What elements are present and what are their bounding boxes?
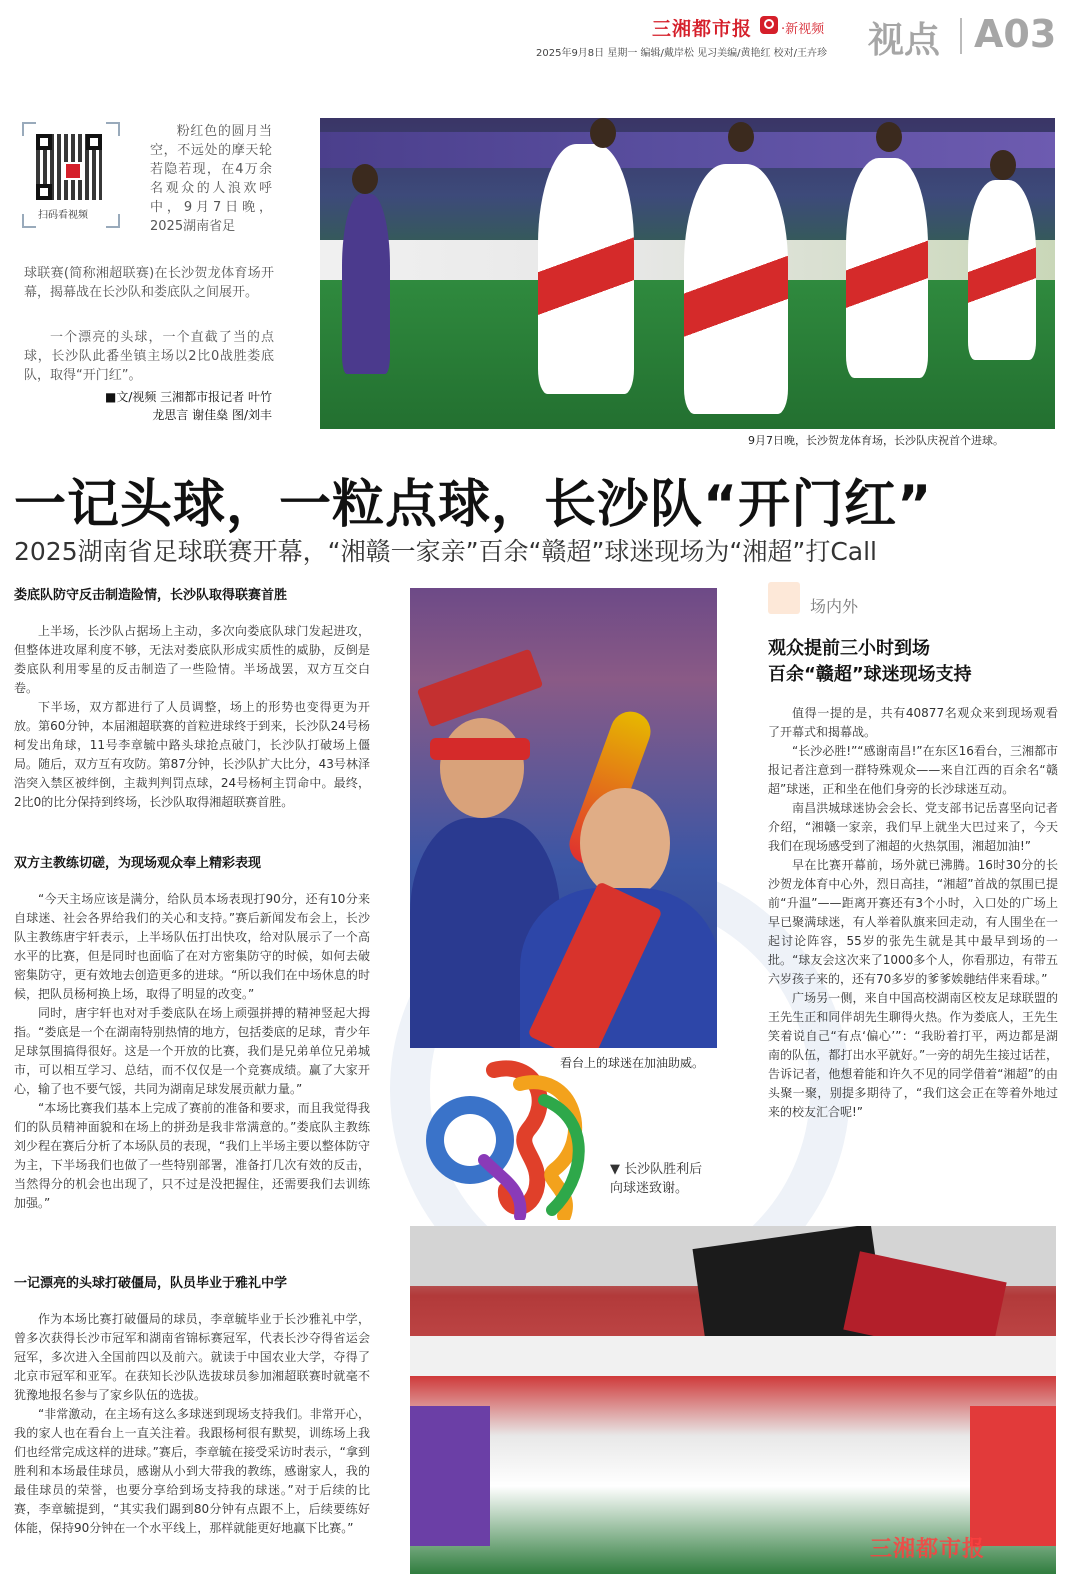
- body-paragraph: 南昌洪城球迷协会会长、党支部书记岳喜坚向记者介绍，“湘赣一家亲，我们早上就坐大巴过来了，今天我们在现场感受到了湘超的火热氛围，湘超加油!”: [768, 801, 1058, 853]
- sidebar-body: [768, 704, 1058, 1122]
- hero-photo: [320, 118, 1055, 429]
- qr-code-block[interactable]: [22, 122, 120, 228]
- fans-caption: 看台上的球迷在加油助威。: [560, 1056, 705, 1070]
- body-paragraph: 值得一提的是，共有40877名观众来到现场观看了开幕式和揭幕战。: [768, 706, 1058, 739]
- section-body: [14, 622, 370, 812]
- lead-paragraph: [150, 122, 272, 236]
- speech-bubble-icon: [768, 582, 800, 614]
- body-paragraph: “本场比赛我们基本上完成了赛前的准备和要求，而且我觉得我们的队员精神面貌和在场上的拼劲是我非常满意的。”娄底队主教练刘少程在赛后分析了本场队员的表现，“我们上半场主要以整体防守为主，下半场我们也做了一些特别部署，准备打几次有效的反击，当然得分的机会也出现了，只不过是没把握住，还需要我们去训练加强。”: [14, 1101, 370, 1210]
- photo-watermark: 三湘都市报: [870, 1537, 986, 1562]
- celebrating-player: [846, 158, 928, 378]
- lead-paragraph-continued: 球联赛(简称湘超联赛)在长沙贺龙体育场开幕，揭幕战在长沙队和娄底队之间展开。: [24, 266, 274, 300]
- section-body: [14, 890, 370, 1213]
- team-thanks-photo: [410, 1226, 1056, 1574]
- body-paragraph: “非常激动，在主场有这么多球迷到现场支持我们。非常开心，我的家人也在看台上一直关注着。我跟杨柯很有默契，训练场上我们也经常完成这样的进球。”赛后，李章毓在接受采访时表示，“拿到胜利和本场最佳球员，感谢从小到大带我的教练，感谢家人，我的最佳球员的荣誉，也要分享给到场支持我的球迷。”对于后续的比赛，李章毓提到，“其实我们踢到80分钟有点跟不上，后续要练好体能，保持90分钟在一个水平线上，那样就能更好地赢下比赛。”: [14, 1407, 370, 1535]
- qr-label: 扫码看视频: [38, 210, 88, 221]
- section-title: 视点: [868, 20, 941, 61]
- celebrating-player: [968, 180, 1036, 360]
- player-head: [728, 122, 754, 152]
- lead-text: 粉红色的圆月当空，不远处的摩天轮若隐若现，在4万余名观众的人浪欢呼中，9月7日晚，2025湖南省足: [150, 124, 272, 234]
- qr-center-logo-icon: [64, 162, 82, 180]
- byline: [76, 388, 272, 424]
- body-paragraph: 作为本场比赛打破僵局的球员，李章毓毕业于长沙雅礼中学，曾多次获得长沙市冠军和湖南省锦标赛冠军，代表长沙夺得省运会冠军，多次进入全国前四以及前六。就读于中国农业大学，夺得了北京市冠军和亚军。在获知长沙队选拔球员参加湘超联赛时就毫不犹豫地报名参与了家乡队伍的选拔。: [14, 1312, 370, 1402]
- dateline: 2025年9月8日 星期一 编辑/戴岸松 见习美编/黄艳红 校对/王卉珍: [536, 48, 827, 59]
- body-paragraph: 上半场，长沙队占据场上主动，多次向娄底队球门发起进攻，但整体进攻犀利度不够，无法对娄底队形成实质性的威胁，反倒是娄底队利用零星的反击制造了一些险情。半场战罢，双方互交白卷。: [14, 624, 370, 695]
- hero-caption: 9月7日晚，长沙贺龙体育场，长沙队庆祝首个进球。: [748, 434, 1004, 447]
- league-logo-icon: [424, 1060, 600, 1220]
- newspaper-brand: 三湘都市报: [652, 18, 753, 40]
- player-head: [990, 150, 1016, 180]
- section-heading: 娄底队防守反击制造险情，长沙队取得联赛首胜: [14, 588, 288, 603]
- qr-frame-corner: [22, 122, 36, 136]
- body-paragraph: 同时，唐宇轩也对对手娄底队在场上顽强拼搏的精神竖起大拇指。“娄底是一个在湖南特别热情的地方，包括娄底的足球，青少年足球氛围搞得很好。这是一个开放的比赛，我们是兄弟单位兄弟城市，可以相互学习、总结，而不仅仅是一个竞赛成绩。赢了大家开心，输了也不要气馁，共同为湖南足球发展贡献力量。”: [14, 1006, 370, 1096]
- byline-line-1: ■文/视频 三湘都市报记者 叶竹: [104, 390, 272, 404]
- player-head: [590, 118, 616, 148]
- sub-headline: 2025湖南省足球联赛开幕，“湘赣一家亲”百余“赣超”球迷现场为“湘超”打Call: [14, 537, 878, 566]
- body-paragraph: 下半场，双方都进行了人员调整，场上的形势也变得更为开放。第60分钟，本届湘超联赛的首粒进球终于到来，长沙队24号杨柯发出角球，11号李章毓中路头球抢点破门，长沙队打破场上僵局。随后，双方互有攻防。第87分钟，长沙队扩大比分，43号林泽浩突入禁区被绊倒，主裁判判罚点球，24号杨柯主罚命中。最终，2比0的比分保持到终场，长沙队取得湘超联赛首胜。: [14, 700, 370, 809]
- lead-paragraph-2: 一个漂亮的头球，一个直截了当的点球，长沙队此番坐镇主场以2比0战胜娄底队，取得“开门红”。: [24, 330, 274, 383]
- body-paragraph: 广场另一侧，来自中国高校湖南区校友足球联盟的王先生正和同伴胡先生聊得火热。作为娄底人，王先生笑着说自己“有点‘偏心’”：“我盼着打平，两边都是湖南的队伍，都打出水平就好。”一旁的胡先生接过话茬，告诉记者，他想着能和许久不见的同学借着“湘超”的由头聚一聚，别提多期待了，“我们这会正在等着外地过来的校友汇合呢!”: [768, 991, 1058, 1119]
- qr-finder-icon: [36, 184, 52, 200]
- brand-video-label: ·新视频: [781, 22, 825, 37]
- sidebar-label: 场内外: [810, 597, 859, 616]
- masthead-divider: [960, 18, 962, 54]
- player: [970, 1406, 1056, 1546]
- qr-finder-icon: [36, 134, 52, 150]
- qr-finder-icon: [86, 134, 102, 150]
- flag: [417, 649, 543, 728]
- advertising-board: [410, 1336, 1056, 1376]
- headband: [430, 738, 530, 760]
- section-heading: 一记漂亮的头球打破僵局，队员毕业于雅礼中学: [14, 1276, 288, 1291]
- qr-frame-corner: [106, 122, 120, 136]
- brand-logo-icon: [760, 16, 778, 34]
- body-paragraph: “长沙必胜!”“感谢南昌!”在东区16看台，三湘都市报记者注意到一群特殊观众——来自江西的百余名“赣超”球迷，正和坐在他们身旁的长沙球迷互动。: [768, 744, 1058, 796]
- opponent-player: [342, 194, 390, 374]
- byline-line-2: 龙思言 谢佳燊 图/刘丰: [152, 408, 272, 422]
- fan-face: [440, 718, 524, 818]
- stadium-banner: [320, 132, 1055, 168]
- staff-member: [410, 1406, 490, 1546]
- page-number: A03: [974, 12, 1057, 56]
- fans-photo: [410, 588, 717, 1048]
- body-paragraph: “今天主场应该是满分，给队员本场表现打90分，还有10分来自球迷、社会各界给我们的关心和支持。”赛后新闻发布会上，长沙队主教练唐宇轩表示，上半场队伍打出快攻，给对队展示了一个高水平的比赛，但是同时也面临了在对方密集防守的时候，如何去破密集防守，更有效地去创造更多的进球。“所以我们在中场休息的时候，把队员杨柯换上场，取得了明显的改变。”: [14, 892, 370, 1001]
- player-head: [352, 164, 378, 194]
- main-headline: 一记头球，一粒点球，长沙队“开门红”: [14, 475, 933, 535]
- sidebar-title-line-2: 百余“赣超”球迷现场支持: [768, 664, 972, 685]
- player-head: [876, 122, 902, 152]
- section-body: [14, 1310, 370, 1538]
- celebrating-player: [684, 164, 788, 414]
- sidebar-title-line-1: 观众提前三小时到场: [768, 638, 930, 659]
- body-paragraph: 早在比赛开幕前，场外就已沸腾。16时30分的长沙贺龙体育中心外，烈日高挂，“湘超”首战的氛围已提前“升温”——距离开赛还有3个小时，入口处的广场上早已聚满球迷，有人举着队旗来回走动，有人围坐在一起讨论阵容，55岁的张先生就是其中最早到场的一批。“球友会这次来了1000多个人，你看那边，有带五六岁孩子来的，还有70多岁的爹爹娭毑结伴来看球。”: [768, 858, 1058, 986]
- celebrating-player: [538, 144, 634, 394]
- fan-face: [580, 788, 670, 898]
- qr-frame-corner: [106, 214, 120, 228]
- qr-frame-corner: [22, 214, 36, 228]
- section-heading: 双方主教练切磋，为现场观众奉上精彩表现: [14, 856, 262, 871]
- team-photo-caption: ▼ 长沙队胜利后向球迷致谢。: [610, 1162, 703, 1196]
